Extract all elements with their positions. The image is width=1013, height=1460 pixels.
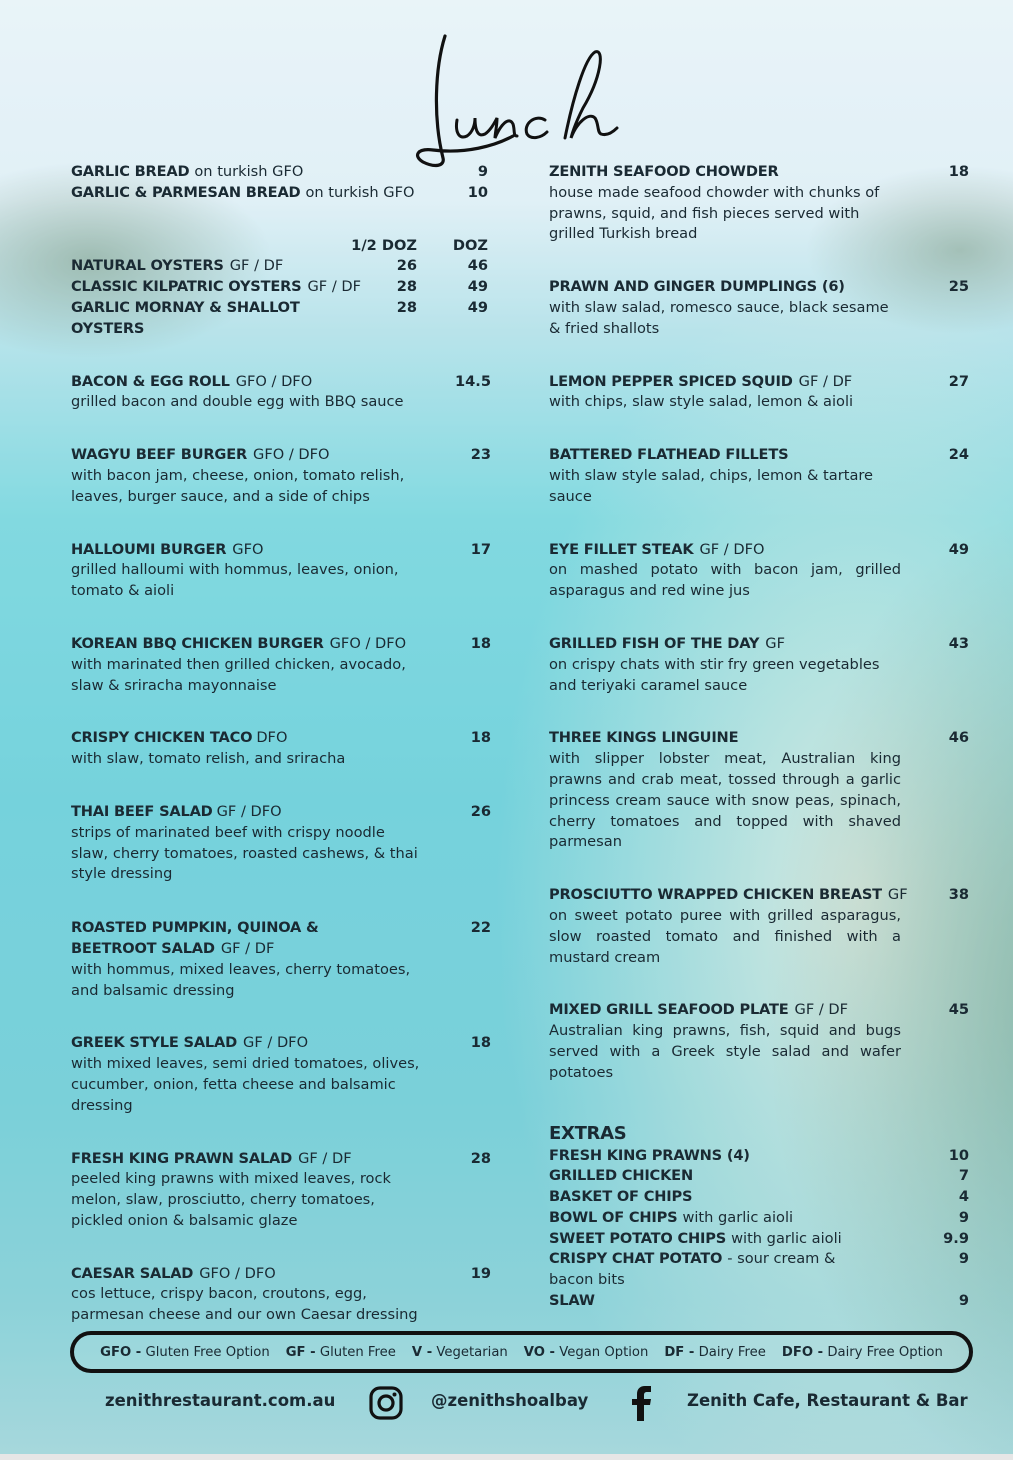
item-tag: GF / DFO [216, 802, 282, 820]
item-price: 27 [948, 372, 969, 390]
item-price: 18 [948, 163, 969, 180]
item-tag: GF / DF [307, 278, 362, 296]
item-tag: GFO [232, 540, 264, 558]
legend-item [412, 1345, 508, 1360]
menu-item [549, 540, 969, 602]
dietary-legend [70, 1331, 973, 1373]
item-price: 43 [948, 634, 969, 652]
item-tag: with garlic aioli [682, 1208, 794, 1226]
item-tag: on turkish GFO [194, 163, 304, 180]
item-name: BASKET OF CHIPS [549, 1188, 693, 1206]
item-price: 14.5 [454, 372, 491, 390]
item-price: 19 [470, 1264, 491, 1282]
menu-item [71, 540, 491, 602]
legend-text: Gluten Free [319, 1344, 396, 1360]
lunch-script-title [405, 13, 620, 176]
website-link[interactable]: zenithrestaurant.com.au [105, 1391, 336, 1410]
legend-code: GFO - [100, 1344, 142, 1360]
item-description: with marinated then grilled chicken, avocado, slaw & sriracha mayonnaise [71, 655, 406, 694]
menu-item [71, 445, 491, 507]
item-price: 25 [948, 278, 969, 296]
legend-item [524, 1345, 649, 1360]
oyster-row [71, 277, 491, 298]
legend-code: DFO - [781, 1344, 824, 1360]
menu-item [71, 183, 491, 204]
menu-item [549, 885, 969, 968]
extra-row [549, 1291, 969, 1312]
item-price: 28 [470, 1149, 491, 1167]
extra-row [549, 1146, 969, 1167]
item-name: THAI BEEF SALAD [71, 802, 213, 820]
menu-item [71, 1264, 491, 1326]
item-name: SWEET POTATO CHIPS [549, 1229, 727, 1247]
item-tag: GF / DF [798, 372, 853, 390]
legend-item [286, 1345, 396, 1360]
item-name: GRILLED CHICKEN [549, 1167, 693, 1185]
item-description: grilled bacon and double egg with BBQ sauce [71, 393, 404, 411]
menu-item [549, 634, 969, 696]
item-name: GARLIC & PARMESAN BREAD [71, 183, 301, 201]
menu-item [71, 634, 491, 696]
item-description: with mixed leaves, semi dried tomatoes, olives, cucumber, onion, fetta cheese and balsamic dressing [71, 1055, 420, 1114]
item-price: 9 [958, 1250, 969, 1268]
item-name: CRISPY CHICKEN TACO [71, 729, 253, 747]
item-description: house made seafood chowder with chunks of prawns, squid, and fish pieces served with grilled Turkish bread [549, 183, 880, 243]
item-price: 22 [470, 919, 491, 937]
item-description: with slaw, tomato relish, and sriracha [71, 750, 346, 768]
menu-item [71, 1149, 491, 1232]
legend-item [100, 1345, 270, 1360]
legend-text: Dairy Free Option [827, 1344, 943, 1360]
item-price: 17 [470, 540, 491, 558]
item-description: with chips, slaw style salad, lemon & aioli [549, 393, 854, 411]
item-name: KOREAN BBQ CHICKEN BURGER [71, 634, 324, 652]
item-description: strips of marinated beef with crispy noodle slaw, cherry tomatoes, roasted cashews, & thai style dressing [71, 823, 418, 883]
instagram-handle[interactable]: @zenithshoalbay [431, 1391, 589, 1410]
item-tag: GF [765, 634, 785, 652]
legend-text: Dairy Free [698, 1344, 766, 1360]
extra-row [549, 1229, 969, 1250]
item-price: 4 [958, 1188, 969, 1206]
item-tag: GF / DF [220, 939, 275, 957]
dozen-price: 46 [467, 257, 488, 275]
item-tag: GF [887, 886, 908, 904]
extra-row [549, 1166, 969, 1187]
item-name: FRESH KING PRAWNS (4) [549, 1146, 750, 1164]
item-price: 10 [467, 183, 488, 201]
item-price: 10 [948, 1146, 969, 1164]
legend-text: Gluten Free Option [145, 1344, 270, 1360]
facebook-page-name[interactable]: Zenith Cafe, Restaurant & Bar [687, 1391, 968, 1410]
oyster-row [71, 256, 491, 277]
extras-section [549, 1122, 969, 1312]
extras-title: EXTRAS [549, 1122, 627, 1144]
item-tag: GFO / DFO [235, 372, 313, 390]
oyster-column-headers [71, 236, 488, 257]
item-description: with slaw salad, romesco sauce, black sesame & fried shallots [549, 298, 889, 337]
menu-item [549, 162, 969, 245]
item-description: on sweet potato puree with grilled asparagus, slow roasted tomato and finished with a mustard cream [549, 906, 901, 966]
item-name: MIXED GRILL SEAFOOD PLATE [549, 1001, 789, 1019]
item-name: THREE KINGS LINGUINE [549, 729, 739, 747]
right-menu-column [549, 162, 969, 1312]
menu-item [71, 802, 491, 885]
legend-code: VO - [523, 1344, 556, 1360]
item-price: 9 [477, 163, 488, 180]
oyster-row [71, 298, 491, 340]
left-menu-column [71, 162, 491, 1326]
item-name: CAESAR SALAD [71, 1264, 194, 1282]
item-price: 7 [958, 1167, 969, 1185]
menu-item [71, 918, 491, 1001]
item-tag: on turkish GFO [305, 183, 415, 201]
item-tag: - sour cream & bacon bits [549, 1250, 836, 1289]
bottom-strip [0, 1454, 1013, 1460]
item-price: 9 [958, 1292, 969, 1310]
legend-text: Vegan Option [559, 1344, 649, 1360]
half-dozen-price: 26 [396, 257, 417, 275]
item-tag: GF / DF [298, 1149, 352, 1167]
item-description: with slipper lobster meat, Australian king prawns and crab meat, tossed through a garlic princess cream sauce with snow peas, spinach, cherry tomatoes and topped with shaved parmesan [549, 750, 901, 851]
item-tag: GF / DFO [699, 540, 765, 558]
item-name: LEMON PEPPER SPICED SQUID [549, 372, 793, 390]
menu-item [71, 162, 491, 183]
item-price: 9.9 [943, 1229, 969, 1247]
item-name: ROASTED PUMPKIN, QUINOA & BEETROOT SALAD [71, 919, 319, 957]
item-name: CRISPY CHAT POTATO [549, 1250, 723, 1268]
item-price: 18 [470, 634, 491, 652]
item-price: 49 [948, 540, 969, 558]
half-dozen-label: 1/2 DOZ [351, 236, 417, 254]
item-name: NATURAL OYSTERS [71, 257, 224, 275]
legend-code: GF - [285, 1344, 316, 1360]
item-description: cos lettuce, crispy bacon, croutons, egg, parmesan cheese and our own Caesar dressing [71, 1285, 418, 1324]
item-price: 9 [958, 1208, 969, 1226]
item-description: on crispy chats with stir fry green vegetables and teriyaki caramel sauce [549, 655, 880, 694]
menu-item [549, 1000, 969, 1083]
menu-item [549, 728, 969, 853]
facebook-icon[interactable] [629, 1385, 653, 1421]
item-name: GREEK STYLE SALAD [71, 1034, 238, 1052]
item-price: 24 [948, 446, 969, 464]
item-name: GRILLED FISH OF THE DAY [549, 634, 760, 652]
item-description: with slaw style salad, chips, lemon & tartare sauce [549, 466, 874, 505]
item-name: BACON & EGG ROLL [71, 372, 230, 390]
half-dozen-price: 28 [396, 278, 417, 296]
footer [0, 1383, 1013, 1423]
item-tag: GFO / DFO [253, 446, 330, 464]
item-tag: with garlic aioli [731, 1229, 842, 1247]
legend-text: Vegetarian [436, 1344, 508, 1360]
legend-item [664, 1345, 766, 1360]
item-price: 18 [470, 729, 491, 747]
legend-code: V - [411, 1344, 433, 1360]
item-price: 26 [470, 802, 491, 820]
item-name: BATTERED FLATHEAD FILLETS [549, 446, 789, 464]
item-price: 46 [948, 729, 969, 747]
item-name: CLASSIC KILPATRIC OYSTERS [71, 278, 302, 296]
item-description: on mashed potato with bacon jam, grilled asparagus and red wine jus [549, 561, 901, 600]
menu-item [549, 445, 969, 507]
item-tag: GFO / DFO [329, 634, 407, 652]
menu-item [71, 1033, 491, 1116]
item-name: PRAWN AND GINGER DUMPLINGS (6) [549, 278, 845, 296]
item-price: 18 [470, 1034, 491, 1052]
menu-item [549, 372, 969, 414]
dozen-label: DOZ [452, 236, 488, 254]
legend-code: DF - [664, 1344, 695, 1360]
menu-item [549, 277, 969, 339]
item-tag: GFO / DFO [199, 1264, 276, 1282]
lunch-title-text: Lunch [405, 13, 453, 32]
item-tag: GF / DF [229, 257, 284, 275]
item-name: WAGYU BEEF BURGER [71, 446, 248, 464]
item-description: with hommus, mixed leaves, cherry tomatoes, and balsamic dressing [71, 960, 411, 999]
item-description: Australian king prawns, fish, squid and bugs served with a Greek style salad and wafer potatoes [549, 1022, 901, 1081]
item-price: 23 [470, 446, 491, 464]
item-tag: GF / DFO [243, 1034, 309, 1052]
dozen-price: 49 [467, 298, 488, 316]
menu-item [71, 372, 491, 414]
extra-row [549, 1187, 969, 1208]
instagram-icon[interactable] [368, 1385, 404, 1421]
item-name: PROSCIUTTO WRAPPED CHICKEN BREAST [549, 886, 882, 904]
item-name: GARLIC MORNAY & SHALLOT OYSTERS [71, 298, 300, 337]
extra-row [549, 1208, 969, 1229]
menu-item [71, 728, 491, 770]
item-name: ZENITH SEAFOOD CHOWDER [549, 163, 779, 180]
item-name: GARLIC BREAD [71, 163, 190, 180]
half-dozen-price: 28 [396, 298, 417, 316]
extra-row [549, 1249, 969, 1291]
item-tag: DFO [256, 729, 288, 747]
item-price: 38 [948, 886, 969, 904]
item-name: EYE FILLET STEAK [549, 540, 694, 558]
item-description: grilled halloumi with hommus, leaves, onion, tomato & aioli [71, 561, 399, 600]
item-name: FRESH KING PRAWN SALAD [71, 1149, 293, 1167]
item-price: 45 [948, 1001, 969, 1019]
dozen-price: 49 [467, 278, 488, 296]
item-name: SLAW [549, 1292, 595, 1310]
legend-item [782, 1345, 943, 1360]
item-description: peeled king prawns with mixed leaves, rock melon, slaw, prosciutto, cherry tomatoes, pickled onion & balsamic glaze [71, 1170, 391, 1229]
item-tag: GF / DF [794, 1001, 849, 1019]
item-description: with bacon jam, cheese, onion, tomato relish, leaves, burger sauce, and a side of chips [71, 466, 405, 505]
item-name: HALLOUMI BURGER [71, 540, 227, 558]
item-name: BOWL OF CHIPS [549, 1208, 678, 1226]
